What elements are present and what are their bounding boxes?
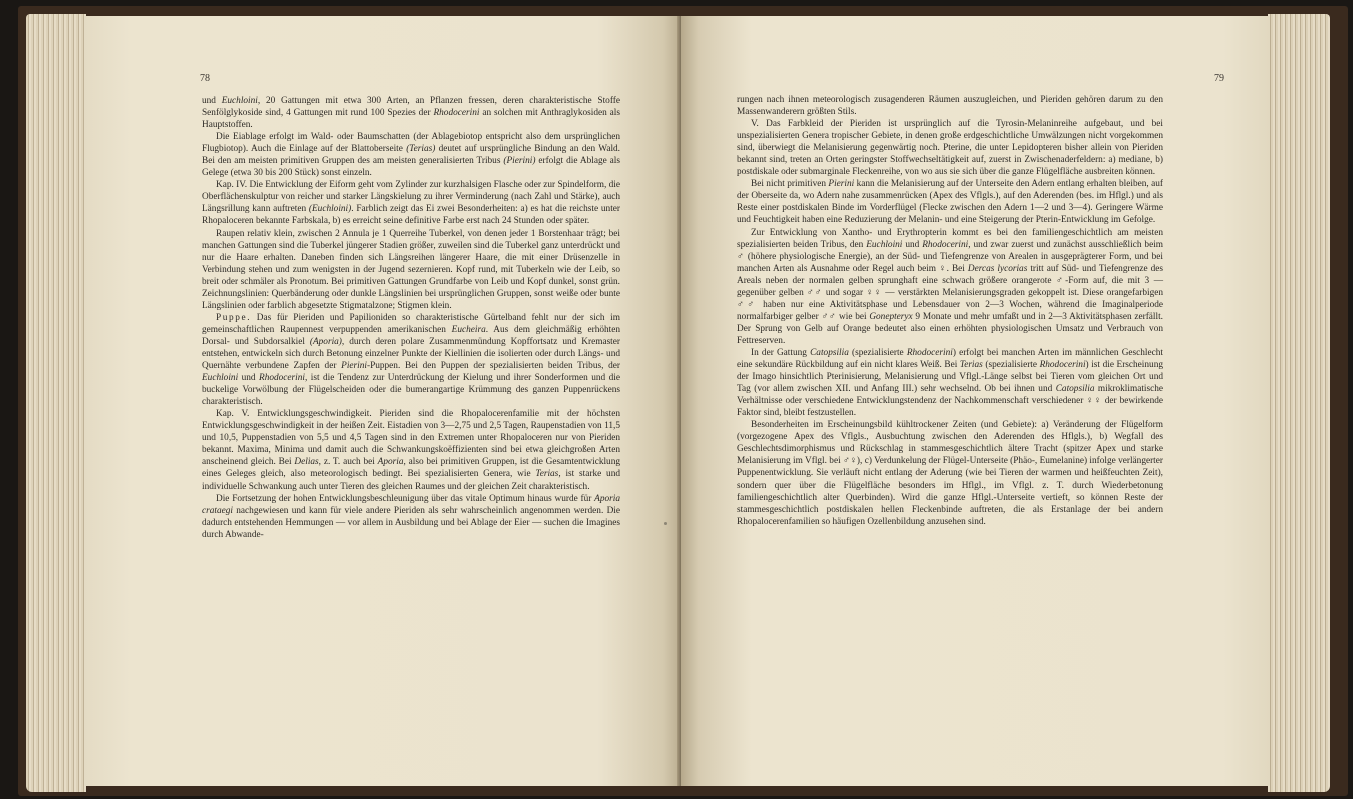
page-number-right: 79 [1214, 73, 1224, 84]
paragraph: Die Eiablage erfolgt im Wald- oder Baumschatten (der Ablagebiotop entspricht also dem ursprünglichen Flugbiotop). Auch die Einlage auf der Blattoberseite (Terias) deutet auf ursprüngliche Bindung an den Wald. Bei den am meisten primitiven Gruppen des am meisten generalisierten Tribus (Pierini) erfolgt die Ablage als Gelege (etwa 30 bis 200 Stück) sonst einzeln. [202, 132, 621, 179]
paragraph: Puppe. Das für Pieriden und Papilioniden so charakteristische Gürtelband fehlt nur der sich im gemeinschaftlichen Raupennest verpuppenden amerikanischen Eucheira. Aus dem gleichmäßig erhöhten Dorsal- und Subdorsalkiel (Aporia), durch deren polare Zusammenmündung Kopffortsatz und Kremaster entstehen, entwickeln sich durch Betonung einzelner Punkte der Kiellinien die isolierten oder durch Längs- und Quernähte verbundene Zapfen der Pierini-Puppen. Bei den Puppen der spezialisierten beiden Tribus, der Euchloini und Rhodocerini, ist die Tendenz zur Unterdrückung der Kielung und ihrer Sonderformen und die buckelige Vorwölbung der Flügelscheiden oder die bumerangartige Krümmung des ganzen Puppenrückens charakteristisch. [202, 312, 621, 408]
left-page-text [202, 95, 620, 541]
page-edges-right [1268, 14, 1330, 792]
right-page-text [737, 94, 1163, 528]
paragraph: Kap. V. Entwicklungsgeschwindigkeit. Pieriden sind die Rhopalocerenfamilie mit der höchsten Entwicklungsgeschwindigkeit in der heißen Zeit. Eistadien von 3—2,75 und 2,5 Tagen, Raupenstadien von 11,5 und 10,5, Puppenstadien von 5,5 und 4,5 Tagen sind in den Extremen unter Rhopaloceren nur von Pieriden bekannt. Maxima, Minima und damit auch die Schwankungskoëffizienten sind bei etwa gleichgroßen Arten anscheinend gleich. Bei Delias, z. T. auch bei Aporia, also bei primitiven Gruppen, ist die Gesamtentwicklung eines Geleges gleich, also meteorologisch bedingt. Bei spezialisierten Genera, wie Terias, ist starke und individuelle Schwankung auch unter Tieren des gleichen Raumes und der gleichen Zeit charakteristisch. [202, 409, 621, 492]
paragraph: Zur Entwicklung von Xantho- und Erythropterin kommt es bei den familiengeschichtlich am meisten spezialisierten beiden Tribus, den Euchloini und Rhodocerini, und zwar zuerst und zunächst ausschließlich beim ♂ (höhere physiologische Energie), an der Süd- und Tiefengrenze von Arealen in ausgeprägterer Form, und bei manchen Arten als Ausnahme oder Regel auch beim ♀. Bei Dercas lycorias tritt auf Süd- und Tiefengrenze des Areals neben der normalen gelben sprunghaft eine schwach größere orangerote ♂-Form auf, die mit 3 — gegenüber gelben ♂♂ und sogar ♀♀ — verstärkten Melanisierungsgraden gekoppelt ist. Diese orangefarbigen ♂♂ haben nur eine Aktivitätsphase und Lebensdauer von 2—3 Wochen, während die Imaginalperiode normalfarbiger gelber ♂♂ wie bei Gonepteryx 9 Monate und mehr umfaßt und in 2—3 Aktivitätsphasen zerfällt. Der Sprung von Gelb auf Orange bedeutet also einen erhöhten physiologischen Umsatz und Verbrauch von Fettreserven. [737, 227, 1164, 346]
paragraph: rungen nach ihnen meteorologisch zusagenderen Räumen auszugleichen, und Pieriden gehören darum zu den Massenwanderern größten Stils. [737, 95, 1163, 118]
paper-spot [664, 522, 667, 525]
paragraph: Bei nicht primitiven Pierini kann die Melanisierung auf der Unterseite den Adern entlang erhalten bleiben, auf der Oberseite da, wo Adern nahe zusammenrücken (Apex des Vflgls.), auf den Aderenden (bes. im Hflgl.) und als Reste einer postdiskalen Binde im Vorderflügel (Flecke zwischen den Adern 1—2 und 3—4). Geringere Wärme und Feuchtigkeit haben eine Reduzierung der Melanin- und eine Steigerung der Pterin-Entwicklung im Gefolge. [737, 179, 1163, 226]
paragraph: In der Gattung Catopsilia (spezialisierte Rhodocerini) erfolgt bei manchen Arten im männlichen Geschlecht eine sekundäre Rückbildung auf ein nicht klares Weiß. Bei Terias (spezialisierte Rhodocerini) ist die Erscheinung der Imago hinsichtlich Pterinisierung, Melanisierung und Vflgl.-Länge selbst bei Tieren vom gleichen Ort und Tag (vor allem zwischen XII. und Anfang III.) sehr wechselnd. Ob bei ihnen und Catopsilia mikroklimatische Verhältnisse oder verschiedene Entwicklungstendenz der Nachkommenschaft verschiedener ♀♀ der bewirkende Faktor sind, bleibt festzustellen. [737, 347, 1164, 419]
paragraph: und Euchloini, 20 Gattungen mit etwa 300 Arten, an Pflanzen fressen, deren charakteristische Stoffe Senfölglykoside sind, 4 Gattungen mit rund 100 Spezies der Rhodocerini an solchen mit Anthraglykosiden als Hauptstoffen. [202, 96, 620, 131]
paragraph: Die Fortsetzung der hohen Entwicklungsbeschleunigung über das vitale Optimum hinaus wurde für Aporia crataegi nachgewiesen und kann für viele andere Pieriden als sehr wahrscheinlich angenommen werden. Die dadurch entstehenden Hemmungen — vor allem in Ausbildung und bei Ablage der Eier — suchen die Imagines durch Abwande- [202, 493, 620, 540]
page-edges-left [26, 14, 86, 792]
left-page [84, 16, 681, 786]
paragraph: Kap. IV. Die Entwicklung der Eiform geht vom Zylinder zur kurzhalsigen Flasche oder zur Spindelform, die Oberflächenskulptur von reicher und starker Längskielung zu ihrer Verminderung (nach Zahl und Stärke), auch Längsrillung kann auftreten (Euchloini). Farblich zeigt das Ei zwei Besonderheiten: a) es hat die reichste unter Rhopaloceren bekannte Farbskala, b) es erreicht seine definitive Farbe erst nach 24 Stunden oder später. [202, 180, 620, 227]
paragraph: V. Das Farbkleid der Pieriden ist ursprünglich auf die Tyrosin-Melaninreihe aufgebaut, und bei unspezialisierten Genera tropischer Gebiete, in denen große erdgeschichtliche Umwälzungen nicht vorgekommen sind, überwiegt die Melanisierung gegenwärtig noch. Pterine, die unter Lepidopteren bisher allein von Pieriden bekannt sind, treten an Orten geringster Stoffwechseltätigkeit auf, zuerst in Zwischenaderfeldern: a) mediane, b) postdiskale oder submarginale Fleckenreihe, von wo aus sie sich über die ganze Flügelfläche ausbreiten können. [737, 119, 1163, 178]
paragraph: Besonderheiten im Erscheinungsbild kühltrockener Zeiten (und Gebiete): a) Veränderung der Flügelform (vorgezogene Apex des Vflgls., Ausbuchtung zwischen den Aderenden des Hflgls.), b) Wegfall des Geschlechtsdimorphismus und Rückschlag in stammesgeschichtlich ältere Tracht (spitzer Apex und starke Melanisierung im Vflgl. bei ♂♀), c) Verdunkelung der Flügel-Unterseite (Phäo-, Eumelanine) infolge verlängerter Puppenentwicklung. Sie verläuft nicht entlang der Aderung (wie bei Tieren der warmen und heißfeuchten Zeit), sondern quer über die Flügelfläche besonders im Hflgl., im Vflgl. z. T. durch Wiederbetonung familiengeschichtlich alter Querbinden). Wird die ganze Hflgl.-Unterseite vertieft, so können Reste der stammesgeschichtlich postdiskalen hellen Fleckenbinde auftreten, die als Erstanlage der bei andern Rhopalocerenfamilien so häufigen Ozellenbildung anzusehen sind. [737, 420, 1163, 527]
page-number-left: 78 [200, 73, 210, 84]
paragraph: Raupen relativ klein, zwischen 2 Annula je 1 Querreihe Tuberkel, von denen jeder 1 Borstenhaar trägt; bei manchen Gattungen sind die Tuberkel jüngerer Stadien größer, zuweilen sind die Tuberkel ganz unterdrückt und nur die Haare erhalten. Daneben finden sich Längsreihen längerer Haare, die mit einer Drüsenzelle in Verbindung stehen und zum wenigsten in der Jugend sezernieren. Kopf rund, mit Tuberkeln wie der Leib, so breit oder schmäler als Pronotum. Bei primitiven Gattungen Grundfarbe von Leib und Kopf dunkel, sonst grün. Zeichnungslinien: Querbänderung oder dunkle Längslinien bei ursprünglichen Gruppen, sonst weiße oder bunte Längslinien oder farblich abgesetzte Stigmatalzone; Stigmen klein. [202, 228, 620, 311]
right-page [681, 16, 1270, 786]
